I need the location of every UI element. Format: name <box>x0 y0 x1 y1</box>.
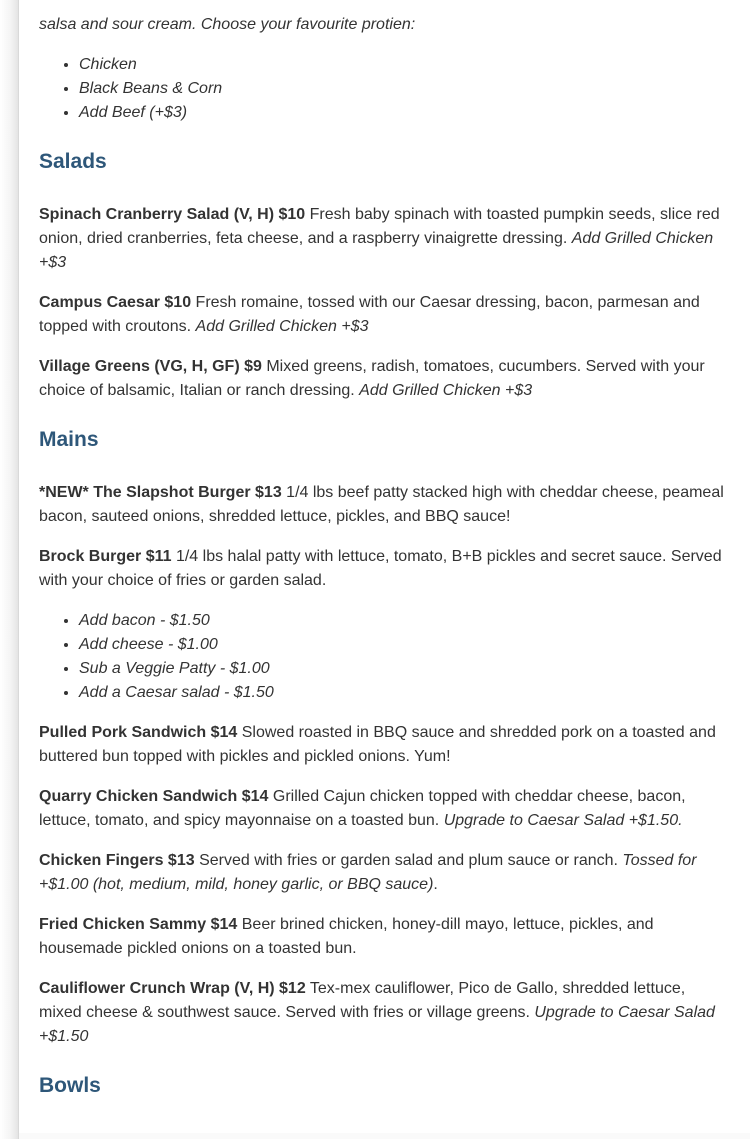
item-description: 1/4 lbs halal patty with lettuce, tomato, B+B pickles and secret sauce. Served with your choice of fries or garden salad. <box>39 548 722 589</box>
intro-text <box>39 0 729 37</box>
item-name: Cauliflower Crunch Wrap (V, H) $12 <box>39 980 306 997</box>
item-description: Beer brined chicken, honey-dill mayo, lettuce, pickles, and housemade pickled onions on a toasted bun. <box>39 916 654 957</box>
item-addon: Tossed for +$1.00 (hot, medium, mild, honey garlic, or BBQ sauce) <box>39 852 697 893</box>
section-heading-salads: Salads <box>39 150 107 173</box>
page-left-shadow <box>0 0 18 1139</box>
section-heading-mains: Mains <box>39 428 99 451</box>
menu-item-chicken-fingers <box>39 849 729 897</box>
intro-tail: salsa and sour cream. Choose your favourite protien: <box>39 16 416 33</box>
burger-addon: • Add bacon - $1.50 <box>79 609 729 633</box>
protein-option: • Add Beef (+$3) <box>79 101 729 125</box>
item-addon: Add Grilled Chicken +$3 <box>39 230 714 271</box>
menu-item-pulled-pork <box>39 721 729 769</box>
item-name: Fried Chicken Sammy $14 <box>39 916 238 933</box>
menu-item-brock-burger <box>39 545 729 593</box>
item-addon: Add Grilled Chicken +$3 <box>195 318 369 335</box>
protein-option: • Black Beans & Corn <box>79 77 729 101</box>
item-description: Grilled Cajun chicken topped with cheddar cheese, bacon, lettuce, tomato, and spicy mayonnaise on a toasted bun. <box>39 788 686 829</box>
page-left-edge <box>18 0 19 1139</box>
menu-item-village-greens <box>39 355 729 403</box>
menu-item-fried-chicken-sammy <box>39 913 729 961</box>
item-name: Chicken Fingers $13 <box>39 852 195 869</box>
item-description: Fresh baby spinach with toasted pumpkin seeds, slice red onion, dried cranberries, feta cheese, and a raspberry vinaigrette dressing. <box>39 206 720 247</box>
menu-item-slapshot-burger <box>39 481 729 529</box>
menu-item-quarry-chicken <box>39 785 729 833</box>
item-addon: Add Grilled Chicken +$3 <box>359 382 533 399</box>
menu-item-cauliflower-wrap <box>39 977 729 1049</box>
burger-addon: • Add a Caesar salad - $1.50 <box>79 681 729 705</box>
item-name: Quarry Chicken Sandwich $14 <box>39 788 269 805</box>
cut-off-text-row <box>19 1133 750 1139</box>
menu-content <box>39 0 729 1127</box>
item-description: 1/4 lbs beef patty stacked high with cheddar cheese, peameal bacon, sauteed onions, shredded lettuce, pickles, and BBQ sauce! <box>39 484 724 525</box>
item-description: Mixed greens, radish, tomatoes, cucumbers. Served with your choice of balsamic, Italian or ranch dressing. <box>39 358 705 399</box>
item-name: Campus Caesar $10 <box>39 294 192 311</box>
protein-option: • Chicken <box>79 53 729 77</box>
burger-addon-list <box>39 609 729 705</box>
burger-addon: • Add cheese - $1.00 <box>79 633 729 657</box>
item-description: Fresh romaine, tossed with our Caesar dressing, bacon, parmesan and topped with croutons. <box>39 294 700 335</box>
item-addon: Upgrade to Caesar Salad +$1.50. <box>443 812 683 829</box>
menu-item-campus-caesar <box>39 291 729 339</box>
item-name: Village Greens (VG, H, GF) $9 <box>39 358 262 375</box>
section-heading-bowls: Bowls <box>39 1074 101 1097</box>
item-description: Tex-mex cauliflower, Pico de Gallo, shredded lettuce, mixed cheese & southwest sauce. Served with fries or village greens. <box>39 980 686 1021</box>
protein-list <box>39 53 729 125</box>
item-tail: . <box>433 876 438 893</box>
item-name: *NEW* The Slapshot Burger $13 <box>39 484 282 501</box>
item-addon: Upgrade to Caesar Salad +$1.50 <box>39 1004 715 1045</box>
menu-item-spinach-salad <box>39 203 729 275</box>
burger-addon: • Sub a Veggie Patty - $1.00 <box>79 657 729 681</box>
item-description: Served with fries or garden salad and plum sauce or ranch. <box>194 852 623 869</box>
item-name: Pulled Pork Sandwich $14 <box>39 724 238 741</box>
item-description: Slowed roasted in BBQ sauce and shredded pork on a toasted and buttered bun topped with pickles and pickled onions. Yum! <box>39 724 716 765</box>
item-name: Brock Burger $11 <box>39 548 172 565</box>
item-name: Spinach Cranberry Salad (V, H) $10 <box>39 206 306 223</box>
